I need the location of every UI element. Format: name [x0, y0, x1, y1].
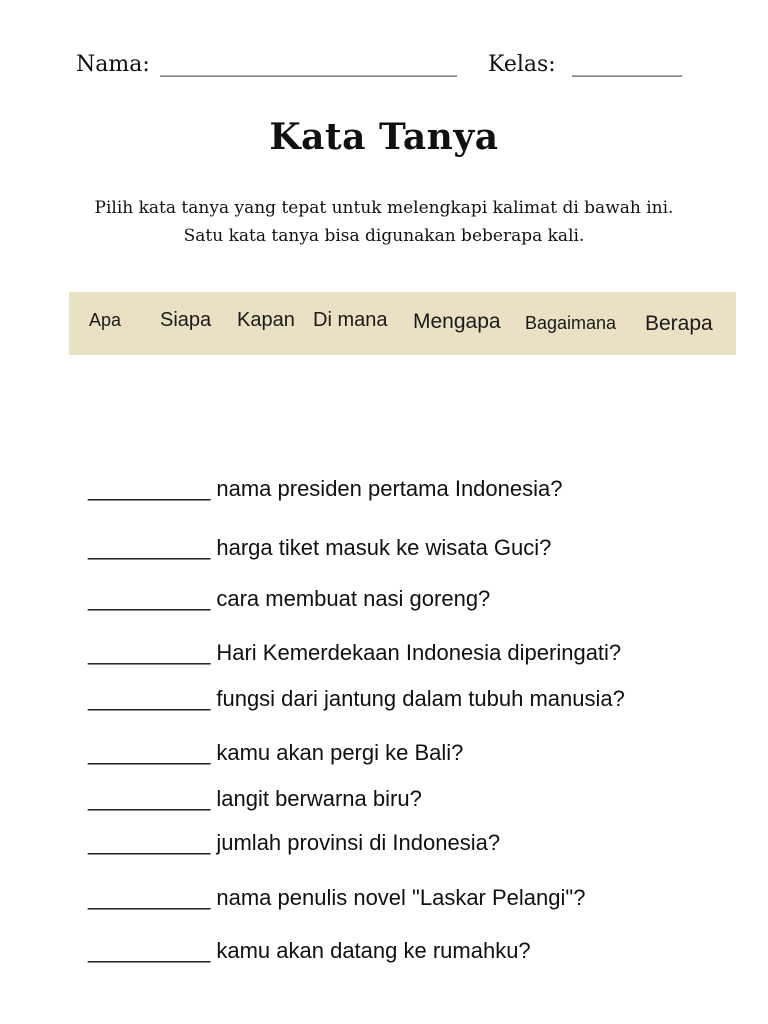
- question-item: [88, 535, 551, 561]
- answer-blank[interactable]: __________: [88, 640, 211, 665]
- question-item: [88, 640, 621, 666]
- question-text: Hari Kemerdekaan Indonesia diperingati?: [216, 640, 622, 665]
- answer-blank[interactable]: __________: [88, 476, 211, 501]
- question-item: [88, 786, 422, 812]
- question-text: kamu akan datang ke rumahku?: [216, 938, 531, 963]
- answer-blank[interactable]: __________: [88, 938, 211, 963]
- answer-blank[interactable]: __________: [88, 686, 211, 711]
- question-text: cara membuat nasi goreng?: [216, 586, 491, 611]
- question-text: kamu akan pergi ke Bali?: [216, 740, 464, 765]
- worksheet-title: Kata Tanya: [269, 116, 499, 158]
- question-item: [88, 686, 625, 712]
- question-text: harga tiket masuk ke wisata Guci?: [216, 535, 552, 560]
- answer-blank[interactable]: __________: [88, 786, 211, 811]
- question-item: [88, 938, 531, 964]
- word-bank: [69, 292, 736, 355]
- question-item: [88, 830, 500, 856]
- question-item: [88, 740, 463, 766]
- word-bank-item-di-mana: Di mana: [313, 309, 388, 331]
- word-bank-item-bagaimana: Bagaimana: [525, 313, 617, 333]
- answer-blank[interactable]: __________: [88, 740, 211, 765]
- answer-blank[interactable]: __________: [88, 885, 211, 910]
- answer-blank[interactable]: __________: [88, 830, 211, 855]
- question-item: [88, 476, 562, 502]
- word-bank-item-kapan: Kapan: [237, 309, 295, 331]
- question-text: jumlah provinsi di Indonesia?: [216, 830, 501, 855]
- word-bank-item-apa: Apa: [89, 310, 122, 330]
- question-item: [88, 885, 585, 911]
- word-bank-item-mengapa: Mengapa: [413, 310, 501, 333]
- name-blank-line[interactable]: ___________________________: [160, 52, 457, 77]
- answer-blank[interactable]: __________: [88, 586, 211, 611]
- question-text: nama presiden pertama Indonesia?: [216, 476, 563, 501]
- word-bank-item-berapa: Berapa: [645, 312, 713, 335]
- instructions-text: Pilih kata tanya yang tepat untuk melengkapi kalimat di bawah ini. Satu kata tanya bisa digunakan beberapa kali.: [94, 198, 674, 246]
- name-label: Nama:: [76, 52, 150, 77]
- question-text: fungsi dari jantung dalam tubuh manusia?: [216, 686, 625, 711]
- class-blank-line[interactable]: __________: [572, 52, 682, 77]
- word-bank-item-siapa: Siapa: [160, 309, 212, 331]
- class-label: Kelas:: [488, 52, 556, 77]
- question-item: [88, 586, 490, 612]
- question-text: nama penulis novel "Laskar Pelangi"?: [216, 885, 586, 910]
- answer-blank[interactable]: __________: [88, 535, 211, 560]
- question-text: langit berwarna biru?: [216, 786, 422, 811]
